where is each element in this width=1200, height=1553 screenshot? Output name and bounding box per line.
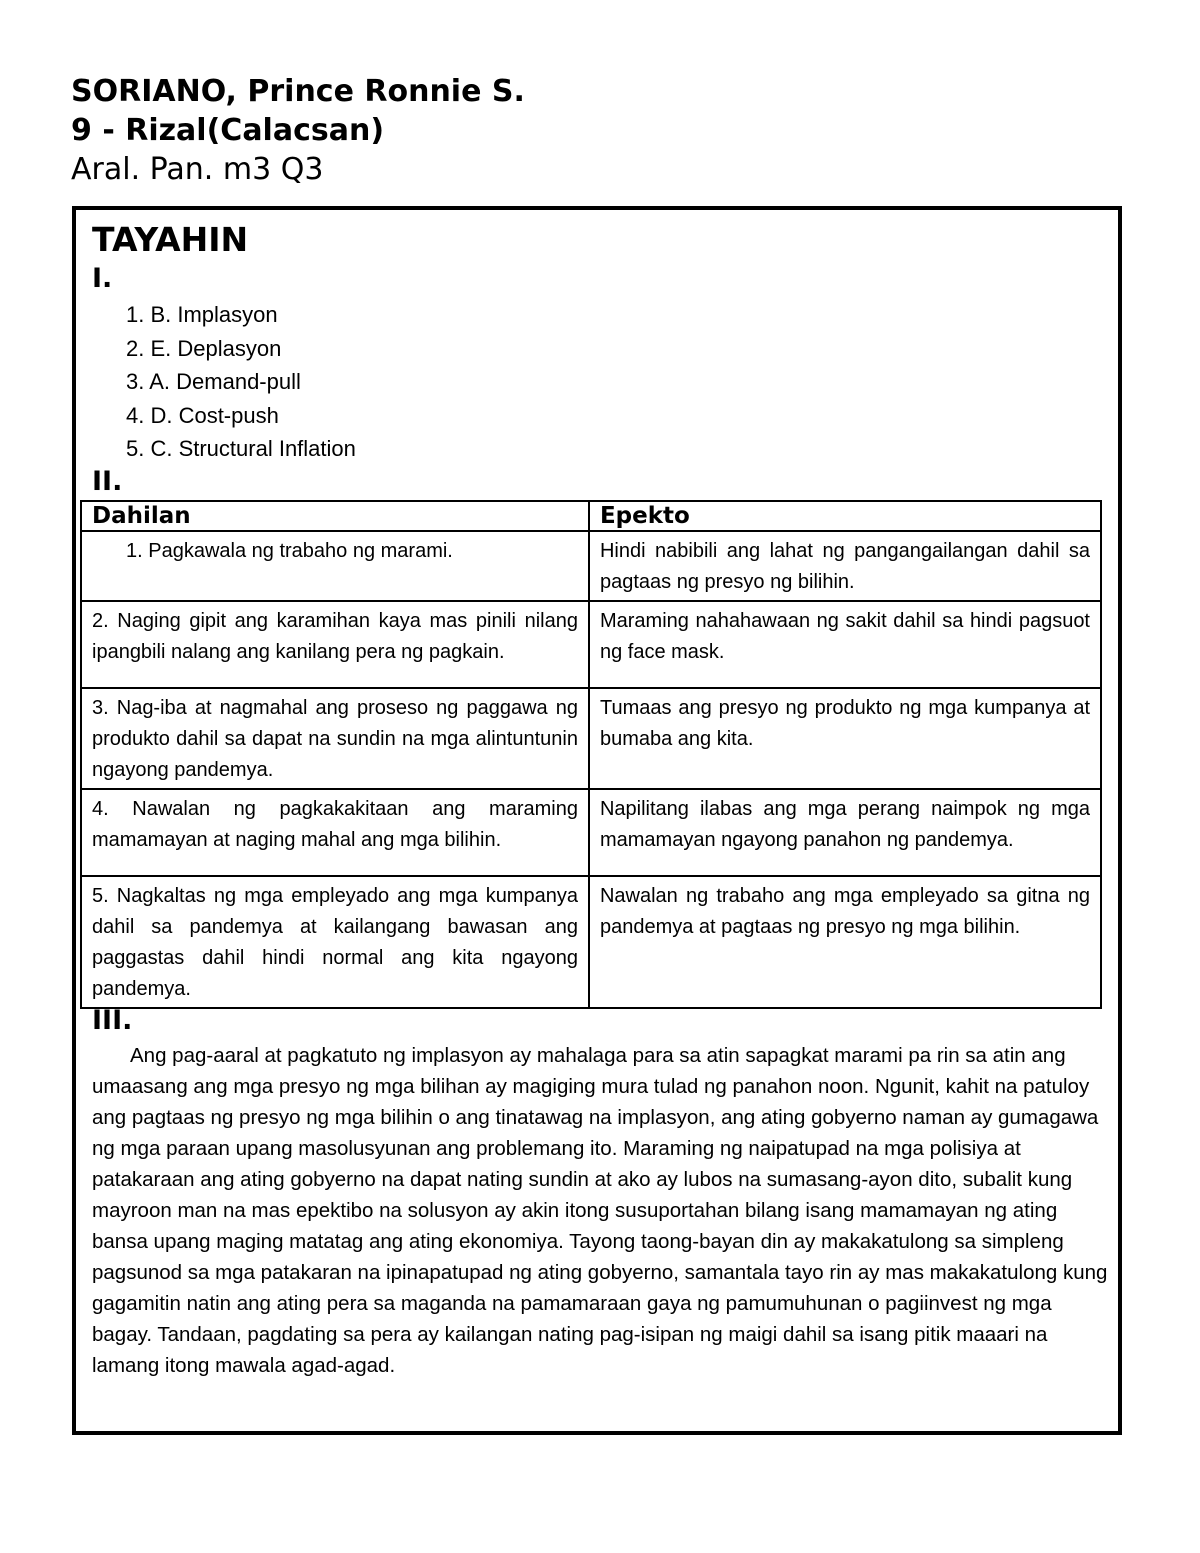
effect-cell: Napilitang ilabas ang mga perang naimpok ng mga mamamayan ngayong panahon ng pandemya. [589,789,1101,876]
table-row [81,688,1101,789]
part-1-answer-list [126,298,356,466]
subject-label: Aral. Pan. m3 Q3 [71,152,324,187]
effect-cell: Maraming nahahawaan ng sakit dahil sa hindi pagsuot ng face mask. [589,601,1101,688]
part-3-label: III. [92,1005,133,1036]
answer-item: 3. A. Demand-pull [126,369,301,394]
table-row [81,876,1101,1008]
table-row [81,531,1101,601]
part-1-label: I. [92,263,113,294]
answer-item: 5. C. Structural Inflation [126,436,356,461]
table-header-row [81,501,1101,531]
effect-cell: Hindi nabibili ang lahat ng pangangailangan dahil sa pagtaas ng presyo ng bilihin. [589,531,1101,601]
table-row [81,601,1101,688]
assessment-title: TAYAHIN [92,220,249,259]
table-row [81,789,1101,876]
answer-item: 2. E. Deplasyon [126,335,282,361]
column-header-effect: Epekto [589,501,1101,531]
student-name: SORIANO, Prince Ronnie S. [71,74,525,109]
cause-cell: 4. Nawalan ng pagkakakitaan ang maraming mamamayan at naging mahal ang mga bilihin. [81,789,589,876]
effect-cell: Nawalan ng trabaho ang mga empleyado sa gitna ng pandemya at pagtaas ng presyo ng mga bilihin. [589,876,1101,1008]
part-2-label: II. [92,466,123,497]
student-header [71,72,525,189]
assessment-box [72,206,1122,1435]
cause-cell: 3. Nag-iba at nagmahal ang proseso ng paggawa ng produkto dahil sa dapat na sundin na mga alintuntunin ngayong pandemya. [81,688,589,789]
column-header-cause: Dahilan [81,501,589,531]
cause-cell: 2. Naging gipit ang karamihan kaya mas pinili nilang ipangbili nalang ang kanilang pera ng pagkain. [81,601,589,688]
cause-cell: 1. Pagkawala ng trabaho ng marami. [81,531,589,601]
student-section: 9 - Rizal(Calacsan) [71,113,385,148]
essay-paragraph: Ang pag-aaral at pagkatuto ng implasyon ay mahalaga para sa atin sapagkat marami pa rin sa atin ang umaasang ang mga presyo ng mga bilihan ay magiging mura tulad ng panahon noon. Ngunit, kahit na patuloy ang pagtaas ng presyo ng mga bilihin o ang tinatawag na implasyon, ang ating gobyerno naman ay gumagawa ng mga paraan upang masolusyunan ang problemang ito. Maraming ng naipatupad na mga polisiya at patakaraan ang ating gobyerno na dapat nating sundin at ako ay lubos na sumasang-ayon dito, subalit kung mayroon man na mas epektibo na solusyon ay akin itong susuportahan bilang isang mamamayan ng ating bansa upang maging matatag ang ating ekonomiya. Tayong taong-bayan din ay makakatulong sa simpleng pagsunod sa mga patakaran na ipinapatupad ng ating gobyerno, samantala tayo rin ay mas makakatulong kung gagamitin natin ang ating pera sa maganda na pamamaraan gaya ng pamumuhunan o pagiinvest ng mga bagay. Tandaan, pagdating sa pera ay kailangan nating pag-isipan ng maigi dahil sa isang pitik maaari na lamang itong mawala agad-agad. [92,1044,1108,1377]
answer-item: 1. B. Implasyon [126,302,278,327]
effect-cell: Tumaas ang presyo ng produkto ng mga kumpanya at bumaba ang kita. [589,688,1101,789]
cause-effect-table [80,500,1102,1009]
cause-cell: 5. Nagkaltas ng mga empleyado ang mga kumpanya dahil sa pandemya at kailangang bawasan ang paggastas dahil hindi normal ang kita ngayong pandemya. [81,876,589,1008]
answer-item: 4. D. Cost-push [126,402,279,428]
